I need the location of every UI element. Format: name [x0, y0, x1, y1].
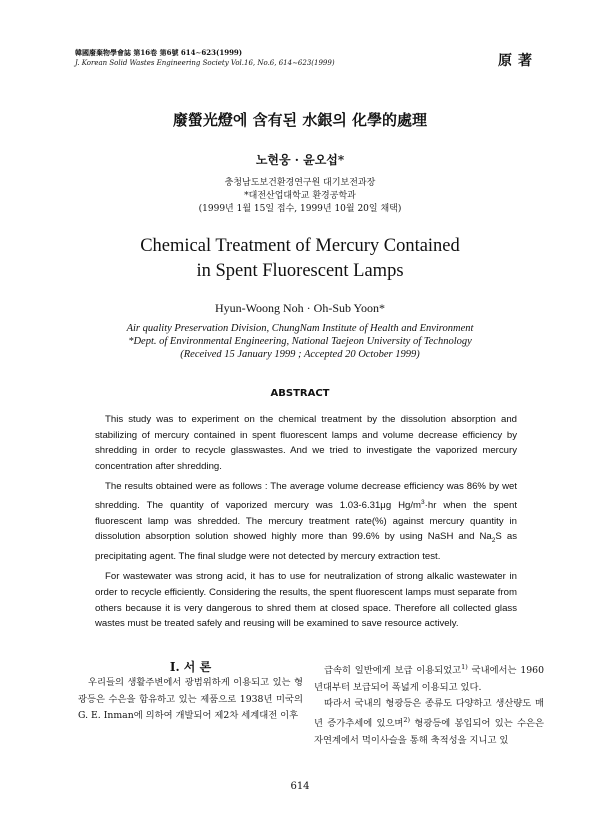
journal-header-korean: 韓國廢棄物學會誌 第16卷 第6號 614∼623(1999): [75, 48, 243, 57]
title-english-line: in Spent Fluorescent Lamps: [196, 261, 404, 281]
affiliation-korean-line: 충청남도보건환경연구원 대기보전과장: [224, 178, 376, 188]
title-korean: 廢螢光燈에 含有된 水銀의 化學的處理: [172, 111, 428, 129]
abstract-paragraph: The results obtained were as follows : The average volume decrease efficiency was 86% by wet shredding. The quantity of vaporized mercury was 1.03-6.31μg $Hg/m^3\cdot hr$ when the spent fluorescent lamp was shredded. The mercury treatment rate(%) against mercury quantity in dissolution absorption solution showed highly more than 99.6% by using NaSH and $Na_2S$ as precipitating agent. The final sludge were not detected by mercury extraction test.: [95, 481, 518, 562]
affiliation-english-line: Air quality Preservation Division, ChungNam Institute of Health and Environment: [126, 323, 474, 334]
body-column-right: [314, 659, 544, 749]
abstract-heading: ABSTRACT: [270, 388, 330, 399]
title-english-line: Chemical Treatment of Mercury Contained: [140, 236, 460, 256]
body-paragraph: 따라서 국내의 형광등은 종류도 다양하고 생산량도 매년 증가추세에 있으며$^{2)}$ 형광등에 봉입되어 있는 수은은 자연계에서 먹이사슬을 통해 축적성을 지니고 있: [314, 697, 544, 746]
section-heading: Ⅰ. 서 론: [169, 660, 212, 674]
body-column-left: [78, 659, 303, 725]
body-paragraph: 우리들의 생활주변에서 광범위하게 이용되고 있는 형광등은 수은을 함유하고 있는 제품으로 1938년 미국의 G. E. Inman에 의하여 개발되어 제2차 세계대전 이후: [78, 677, 303, 722]
affiliation-english-line: *Dept. of Environmental Engineering, National Taejeon University of Technology: [128, 336, 472, 347]
journal-header-english: J. Korean Solid Wastes Engineering Society Vol.16, No.6, 614∼623(1999): [75, 59, 335, 67]
body-paragraph: 급속히 일반에게 보급 이용되었고$^{1)}$ 국내에서는 1960년대부터 보급되어 폭넓게 이용되고 있다.: [314, 663, 544, 693]
title-english: [0, 234, 600, 284]
affiliation-korean: [0, 177, 600, 216]
received-date-korean: (1999년 1월 15일 접수, 1999년 10월 20일 채택): [198, 204, 402, 214]
journal-header: [75, 48, 335, 68]
abstract-body: [95, 412, 517, 637]
authors-english: Hyun-Woong Noh · Oh-Sub Yoon*: [214, 301, 386, 315]
authors-korean: 노현웅 · 윤오섭*: [255, 153, 345, 167]
article-type-tag: 原著: [498, 53, 538, 69]
received-date-english: (Received 15 January 1999 ; Accepted 20 October 1999): [180, 349, 420, 360]
page-number: 614: [290, 781, 310, 792]
abstract-paragraph: This study was to experiment on the chemical treatment by the dissolution absorption and stabilizing of mercury contained in spent fluorescent lamps and volume decrease efficiency by shredding in order to recycle glasswastes. And we tried to investigate the vaporized mercury concentration after shredding.: [95, 414, 517, 472]
abstract-paragraph: For wastewater was strong acid, it has to use for neutralization of strong alkalic wastewater in order to recycle efficiently. Considering the results, the spent fluorescent lamps must separate from others because it is very dangerous to shred them at closed space. Therefore all collected glass wastes must be treated safely and reusing will be examined to save resource actively.: [95, 571, 517, 630]
affiliation-korean-line: *대전산업대학교 환경공학과: [244, 191, 356, 201]
affiliation-english: [0, 322, 600, 361]
